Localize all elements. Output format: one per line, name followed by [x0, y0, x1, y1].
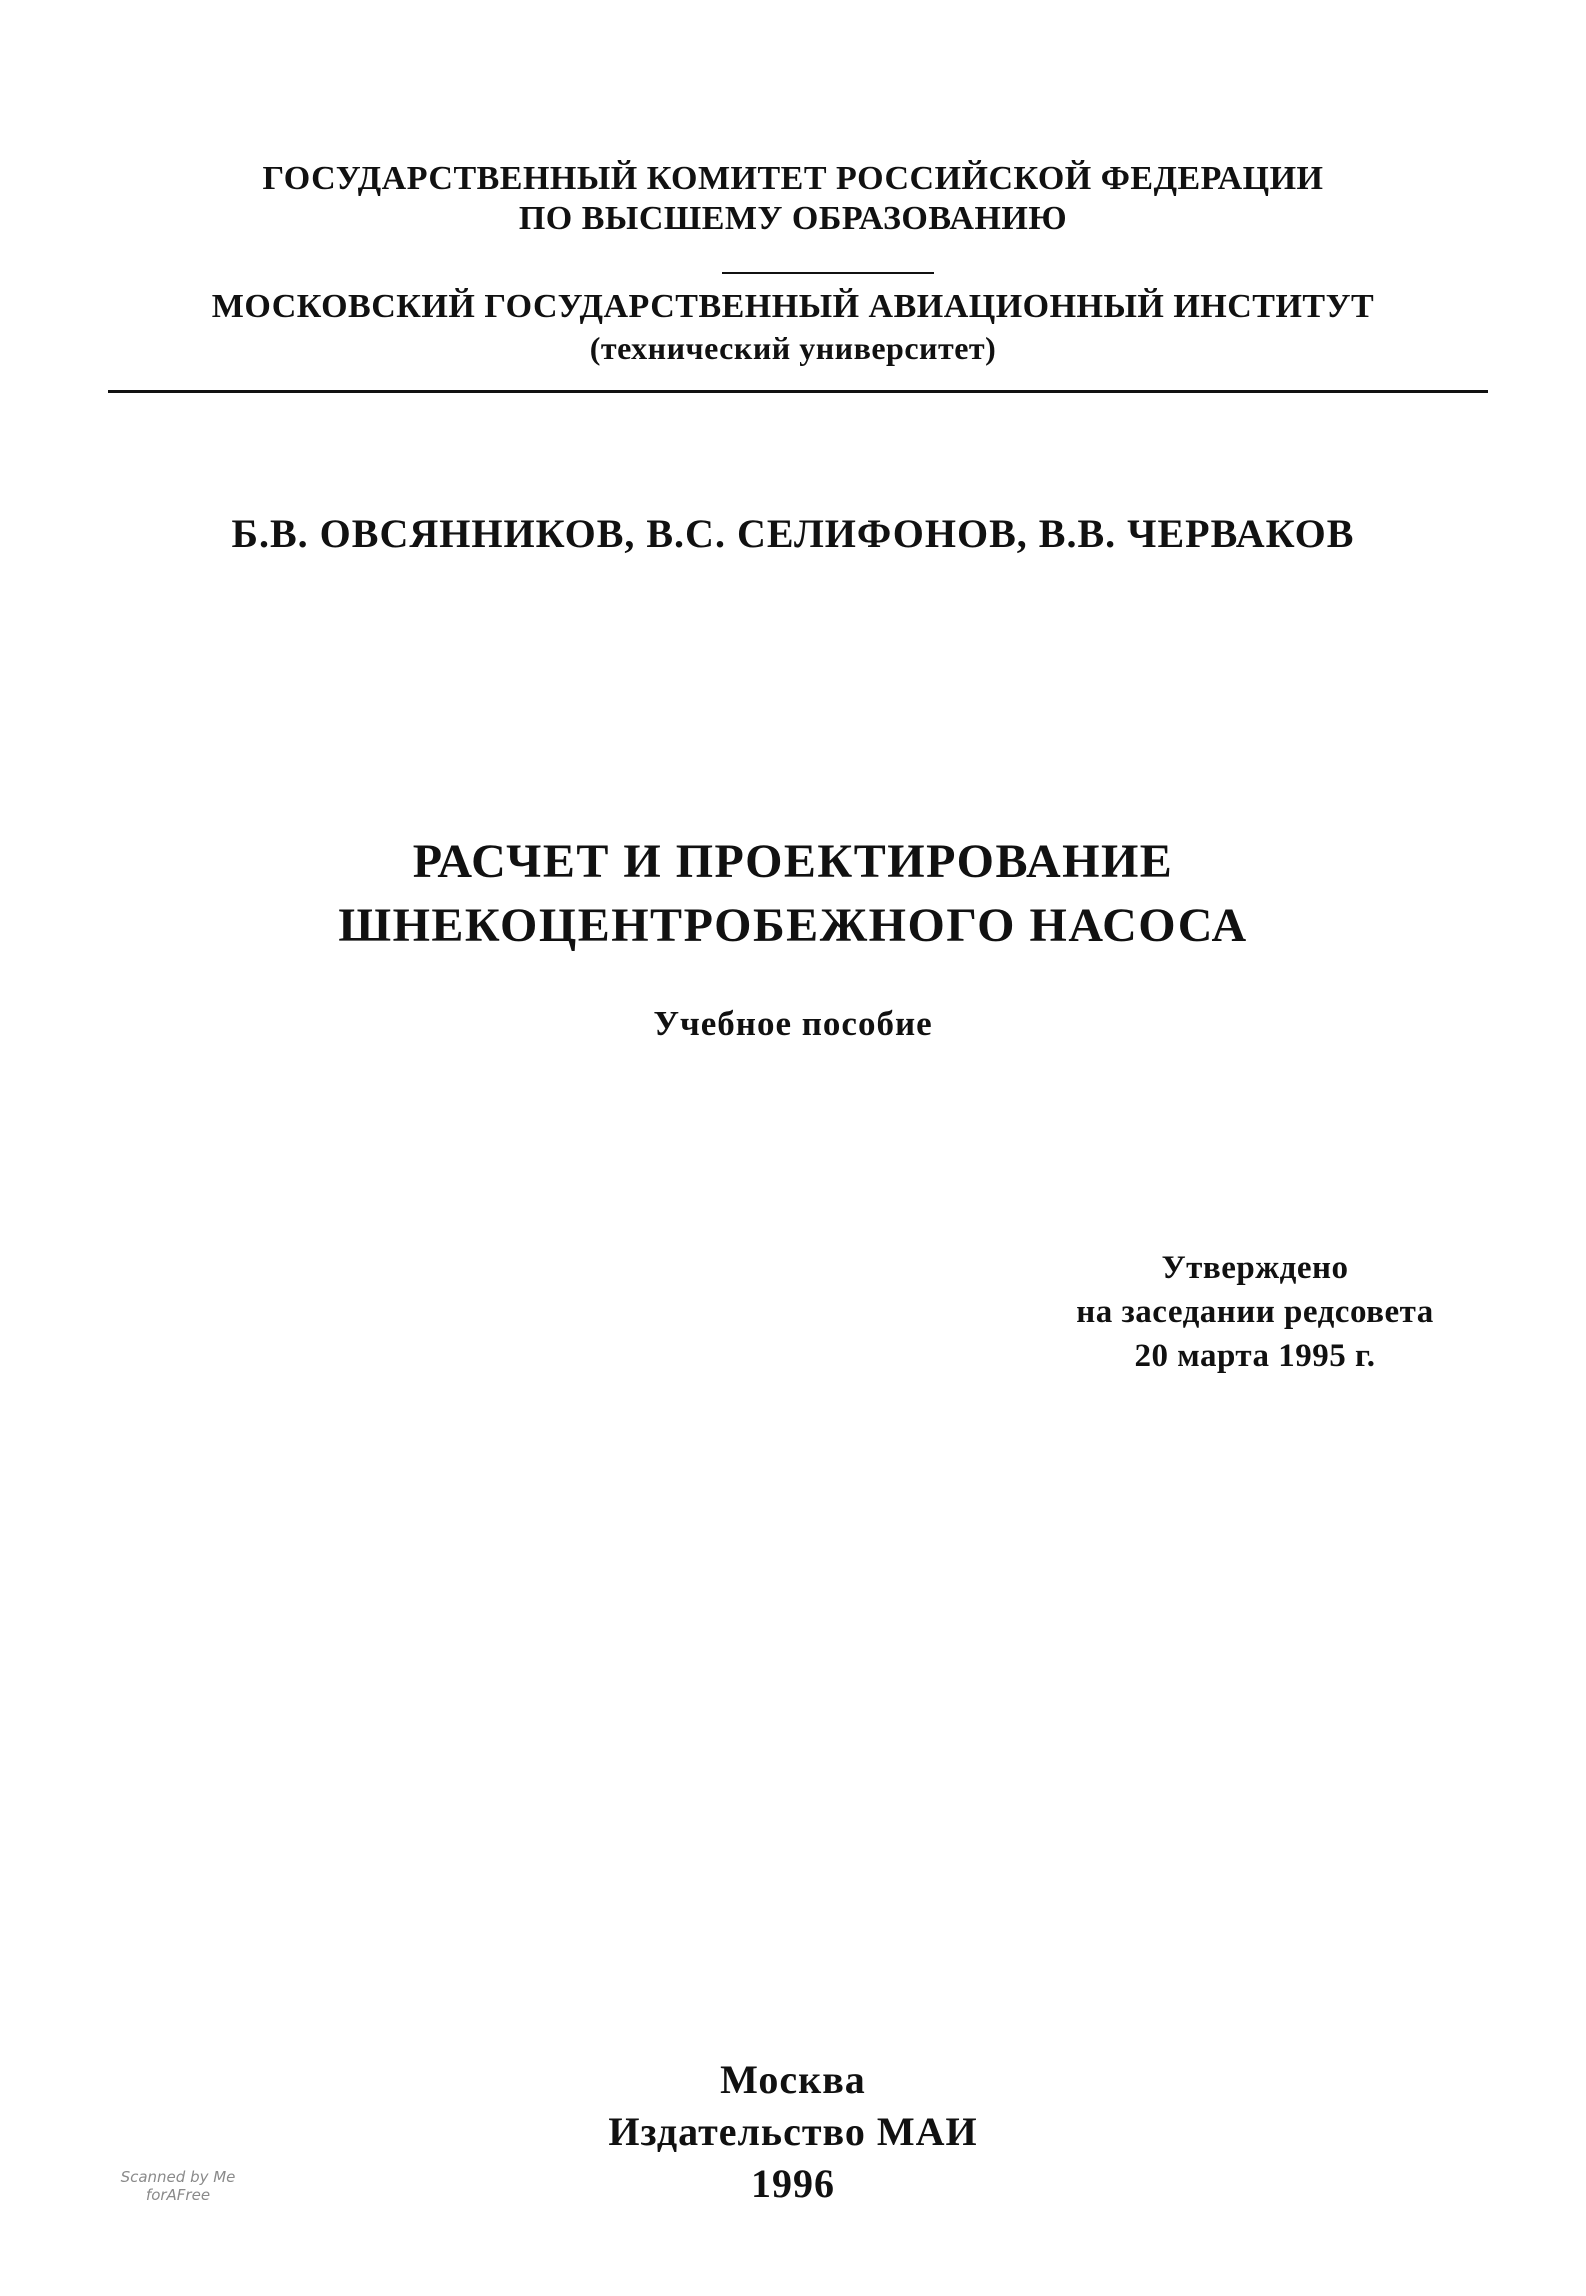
book-title-line1: РАСЧЕТ И ПРОЕКТИРОВАНИЕ [412, 835, 1174, 888]
header-divider [722, 272, 934, 274]
authors: Б.В. ОВСЯННИКОВ, В.С. СЕЛИФОНОВ, В.В. ЧЕРВАКОВ [231, 511, 1355, 556]
institute-name: МОСКОВСКИЙ ГОСУДАРСТВЕННЫЙ АВИАЦИОННЫЙ ИНСТИТУТ [211, 288, 1375, 325]
committee-name-line1: ГОСУДАРСТВЕННЫЙ КОМИТЕТ РОССИЙСКОЙ ФЕДЕРАЦИИ [262, 160, 1324, 197]
header-rule [108, 390, 1488, 393]
imprint-publisher: Издательство МАИ [608, 2109, 978, 2154]
approval-line3: 20 марта 1995 г. [1134, 1338, 1376, 1374]
book-title-line2: ШНЕКОЦЕНТРОБЕЖНОГО НАСОСА [338, 899, 1248, 952]
imprint-year: 1996 [751, 2161, 835, 2206]
institute-note: (технический университет) [589, 330, 997, 366]
scan-mark-line1: Scanned by Me [120, 2168, 236, 2186]
approval-line1: Утверждено [1161, 1250, 1349, 1286]
scan-mark-line2: forAFree [145, 2186, 211, 2204]
committee-name-line2: ПО ВЫСШЕМУ ОБРАЗОВАНИЮ [518, 200, 1068, 237]
approval-line2: на заседании редсовета [1076, 1294, 1434, 1330]
book-subtitle: Учебное пособие [653, 1004, 933, 1043]
imprint-city: Москва [720, 2057, 866, 2102]
